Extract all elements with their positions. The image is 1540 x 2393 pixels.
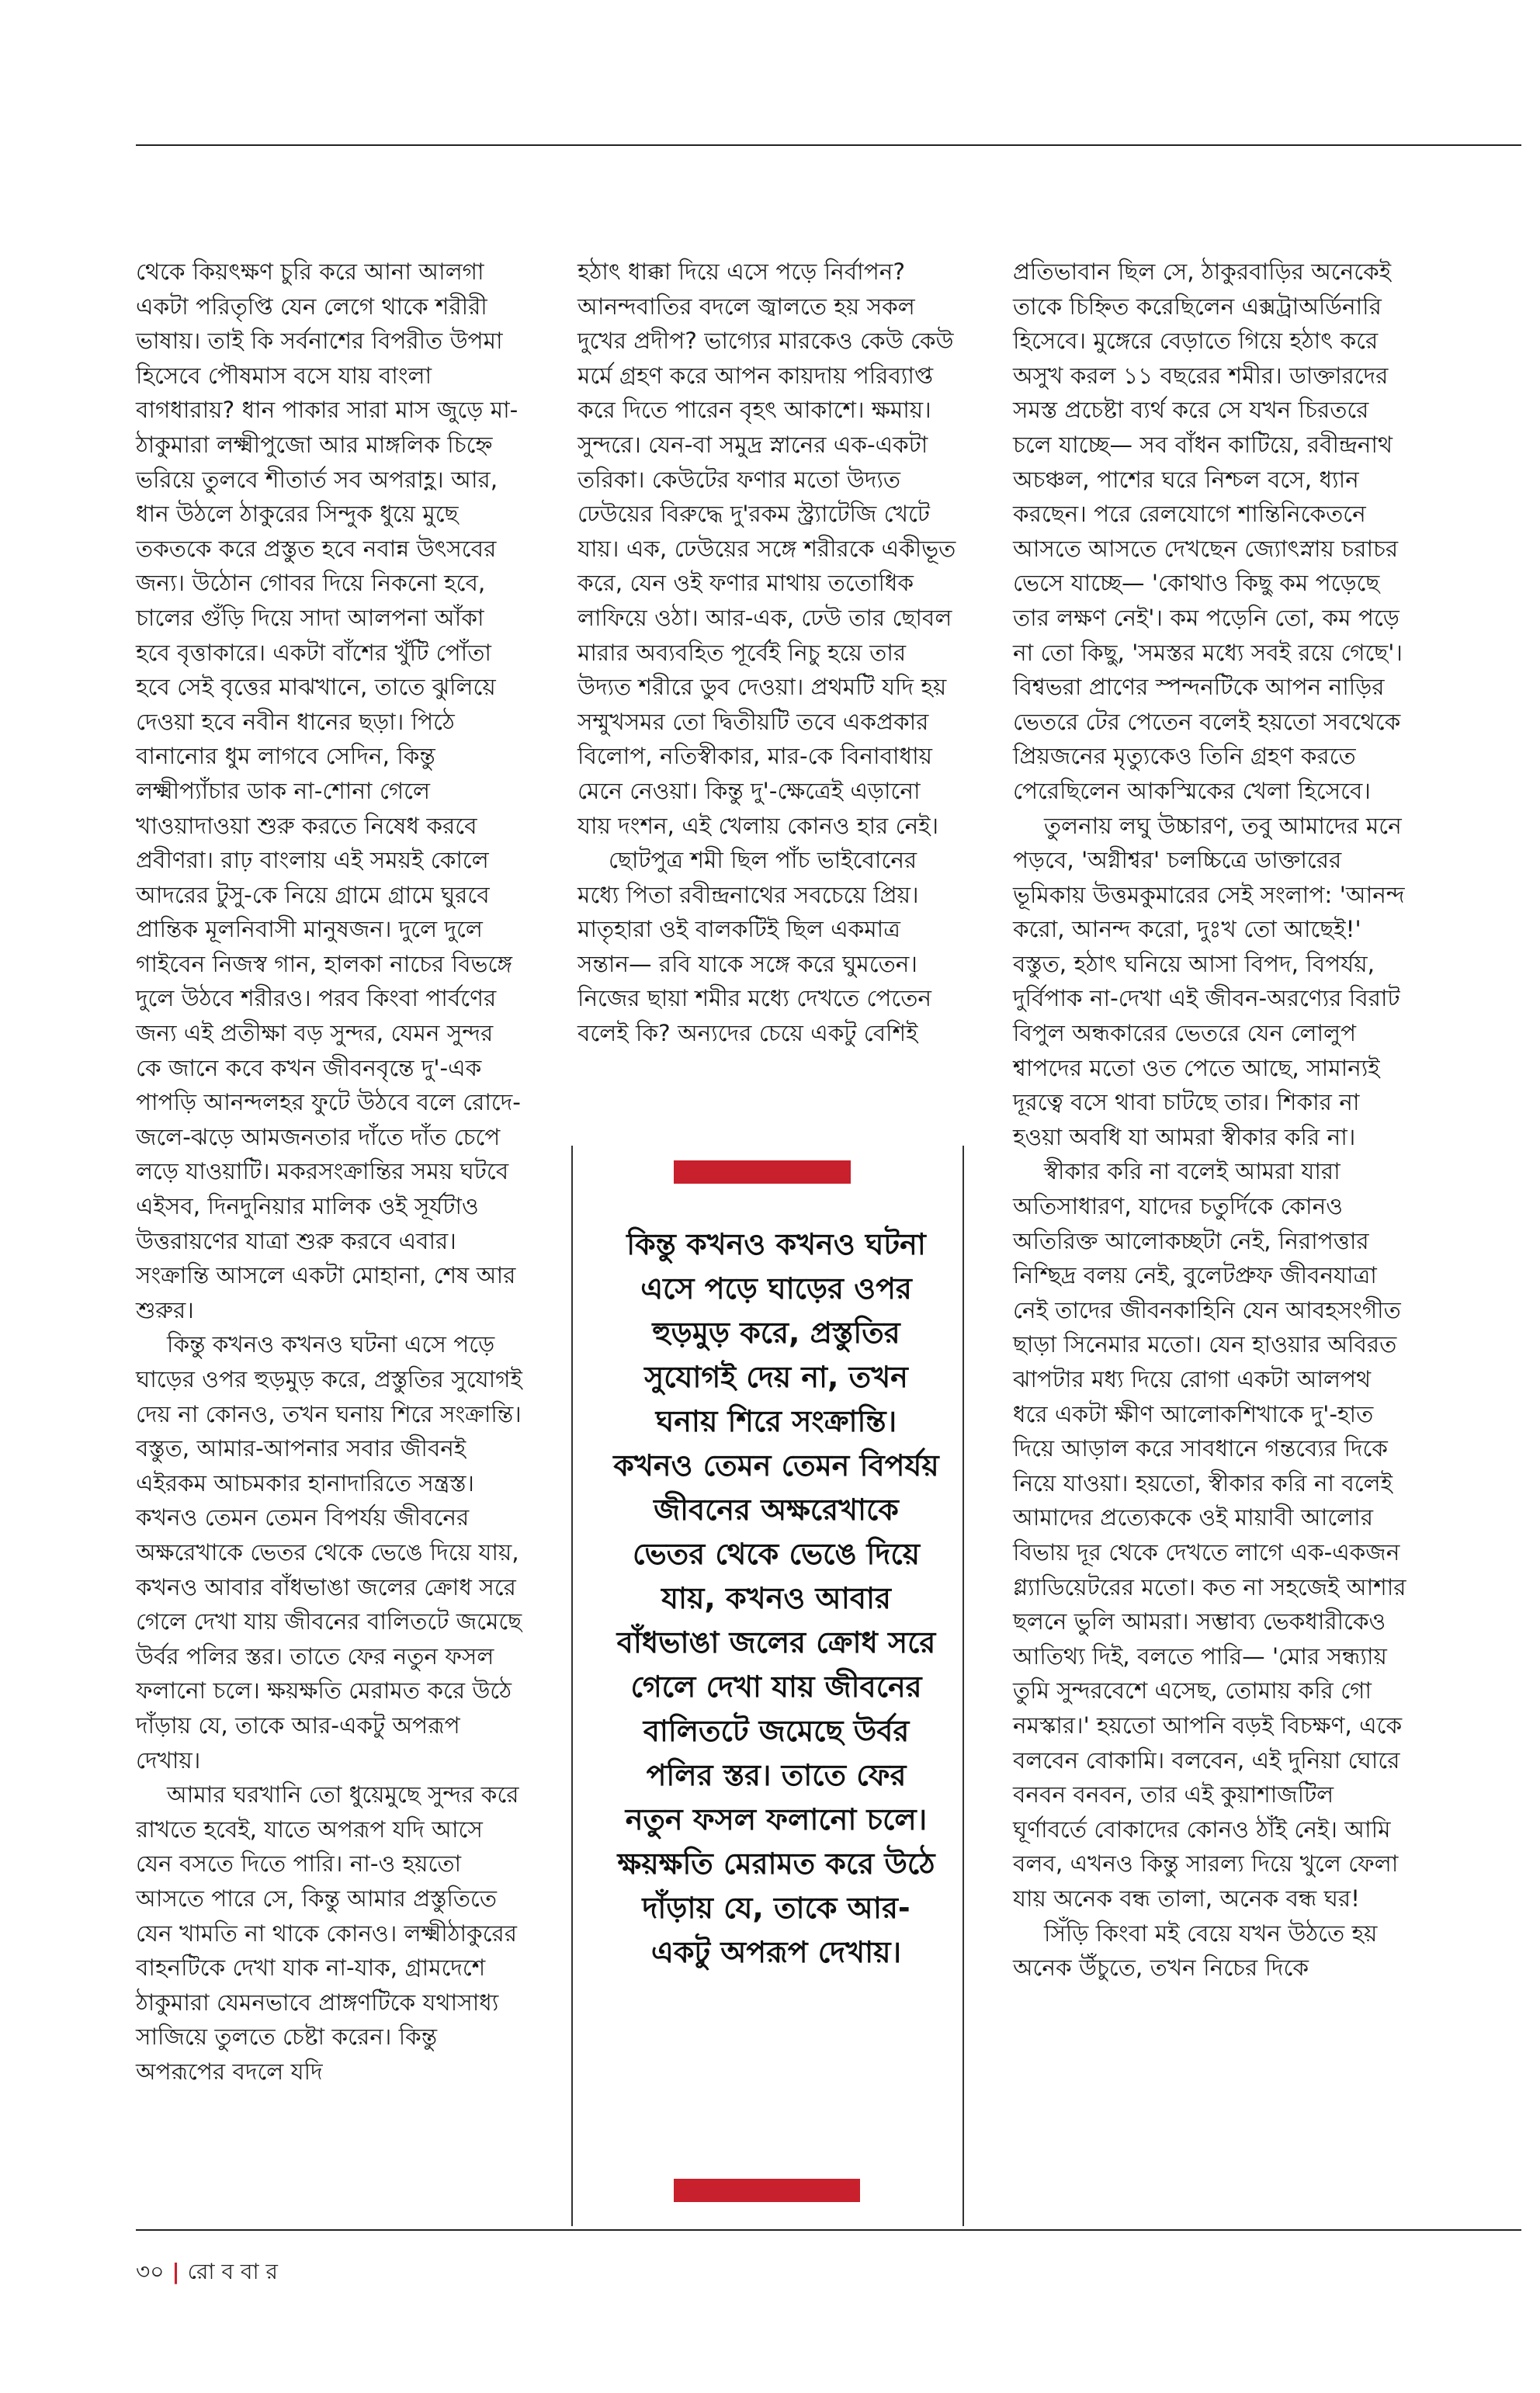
pullquote-top-bar — [674, 1160, 851, 1184]
column-2 — [578, 255, 958, 1051]
column-1 — [136, 255, 524, 2089]
column-3-paragraph-3: স্বীকার করি না বলেই আমরা যারা অতিসাধারণ, যাদের চতুর্দিকে কোনও অতিরিক্ত আলোকচ্ছটা নেই, নিরাপত্তার নিশ্ছিদ্র বলয় নেই, বুলেটপ্রুফ জীবনযাত্রা নেই তাদের জীবনকাহিনি যেন আবহসংগীত ছাড়া সিনেমার মতো। যেন হাওয়ার অবিরত ঝাপটার মধ্য দিয়ে রোগা একটা আলপথ ধরে একটা ক্ষীণ আলোকশিখাকে দু'-হাত দিয়ে আড়াল করে সাবধানে গন্তব্যের দিকে নিয়ে যাওয়া। হয়তো, স্বীকার করি না বলেই আমাদের প্রত্যেককে ওই মায়াবী আলোর বিভায় দূর থেকে দেখতে লাগে এক-একজন গ্ল্যাডিয়েটরের মতো। কত না সহজেই আশার ছলনে ভুলি আমরা। সম্ভাব্য ভেকধারীকেও আতিথ্য দিই, বলতে পারি— 'মোর সন্ধ্যায় তুমি সুন্দরবেশে এসেছ, তোমায় করি গো নমস্কার।' হয়তো আপনি বড়ই বিচক্ষণ, একে বলবেন বোকামি। বলবেন, এই দুনিয়া ঘোরে বনবন বনবন, তার এই কুয়াশাজটিল ঘূর্ণাবর্তে বোকাদের কোনও ঠাঁই নেই। আমি বলব, এখনও কিন্তু সারল্য দিয়ে খুলে ফেলা যায় অনেক বন্ধ তালা, অনেক বন্ধ ঘর! — [1013, 1158, 1406, 1912]
page-number: ৩০ — [136, 2259, 165, 2284]
column-2-paragraph-1: হঠাৎ ধাক্কা দিয়ে এসে পড়ে নির্বাপন? আনন্দবাতির বদলে জ্বালতে হয় সকল দুখের প্রদীপ? ভাগ্যের মারকেও কেউ কেউ মর্মে গ্রহণ করে আপন কায়দায় পরিব্যাপ্ত করে দিতে পারেন বৃহৎ আকাশে। ক্ষমায়। সুন্দরে। যেন-বা সমুদ্র স্নানের এক-একটা তরিকা। কেউটের ফণার মতো উদ্যত ঢেউয়ের বিরুদ্ধে দু'রকম স্ট্র্যাটেজি খেটে যায়। এক, ঢেউয়ের সঙ্গে শরীরকে একীভূত করে, যেন ওই ফণার মাথায় ততোধিক লাফিয়ে ওঠা। আর-এক, ঢেউ তার ছোবল মারার অব্যবহিত পূর্বেই নিচু হয়ে তার উদ্যত শরীরে ডুব দেওয়া। প্রথমটি যদি হয় সম্মুখসমর তো দ্বিতীয়টি তবে একপ্রকার বিলোপ, নতিস্বীকার, মার-কে বিনাবাধায় মেনে নেওয়া। কিন্তু দু'-ক্ষেত্রেই এড়ানো যায় দংশন, এই খেলায় কোনও হার নেই। — [578, 258, 956, 839]
bottom-rule — [136, 2229, 1521, 2231]
page-footer — [136, 2255, 278, 2291]
column-3-paragraph-2: তুলনায় লঘু উচ্চারণ, তবু আমাদের মনে পড়বে, 'অগ্নীশ্বর' চলচ্চিত্রে ডাক্তারের ভূমিকায় উত্তমকুমারের সেই সংলাপ: 'আনন্দ করো, আনন্দ করো, দুঃখ তো আছেই!' বস্তুত, হঠাৎ ঘনিয়ে আসা বিপদ, বিপর্যয়, দুর্বিপাক না-দেখা এই জীবন-অরণ্যের বিরাট বিপুল অন্ধকারের ভেতরে যেন লোলুপ শ্বাপদের মতো ওত পেতে আছে, সামান্যই দূরত্বে বসে থাবা চাটছে তার। শিকার না হওয়া অবধি যা আমরা স্বীকার করি না। — [1013, 812, 1405, 1150]
column-1-paragraph-3: আমার ঘরখানি তো ধুয়েমুছে সুন্দর করে রাখতে হবেই, যাতে অপরূপ যদি আসে যেন বসতে দিতে পারি। না-ও হয়তো আসতে পারে সে, কিন্তু আমার প্রস্তুতিতে যেন খামতি না থাকে কোনও। লক্ষ্মীঠাকুরের বাহনটিকে দেখা যাক না-যাক, গ্রামদেশে ঠাকুমারা যেমনভাবে প্রাঙ্গণটিকে যথাসাধ্য সাজিয়ে তুলতে চেষ্টা করেন। কিন্তু অপরূপের বদলে যদি — [136, 1781, 519, 2085]
top-rule — [136, 144, 1521, 146]
column-2-paragraph-2: ছোটপুত্র শমী ছিল পাঁচ ভাইবোনের মধ্যে পিতা রবীন্দ্রনাথের সবচেয়ে প্রিয়। মাতৃহারা ওই বালকটিই ছিল একমাত্র সন্তান— রবি যাকে সঙ্গে করে ঘুমতেন। নিজের ছায়া শমীর মধ্যে দেখতে পেতেন বলেই কি? অন্যদের চেয়ে একটু বেশিই — [578, 847, 932, 1047]
footer-separator: | — [172, 2259, 180, 2284]
magazine-name: রো ব বা র — [187, 2259, 278, 2284]
column-1-paragraph-1: থেকে কিয়ৎক্ষণ চুরি করে আনা আলগা একটা পরিতৃপ্তি যেন লেগে থাকে শরীরী ভাষায়। তাই কি সর্বনাশের বিপরীত উপমা হিসেবে পৌষমাস বসে যায় বাংলা বাগধারায়? ধান পাকার সারা মাস জুড়ে মা-ঠাকুমারা লক্ষ্মীপুজো আর মাঙ্গলিক চিহ্নে ভরিয়ে তুলবে শীতার্ত সব অপরাহ্ণ। আর, ধান উঠলে ঠাকুরের সিন্দুক ধুয়ে মুছে তকতকে করে প্রস্তুত হবে নবান্ন উৎসবের জন্য। উঠোন গোবর দিয়ে নিকনো হবে, চালের গুঁড়ি দিয়ে সাদা আলপনা আঁকা হবে বৃত্তাকারে। একটা বাঁশের খুঁটি পোঁতা হবে সেই বৃত্তের মাঝখানে, তাতে ঝুলিয়ে দেওয়া হবে নবীন ধানের ছড়া। পিঠে বানানোর ধুম লাগবে সেদিন, কিন্তু লক্ষ্মীপ্যাঁচার ডাক না-শোনা গেলে খাওয়াদাওয়া শুরু করতে নিষেধ করবে প্রবীণরা। রাঢ় বাংলায় এই সময়ই কোলে আদরের টুসু-কে নিয়ে গ্রামে গ্রামে ঘুরবে প্রান্তিক মূলনিবাসী মানুষজন। দুলে দুলে গাইবেন নিজস্ব গান, হালকা নাচের বিভঙ্গে দুলে উঠবে শরীরও। পরব কিংবা পার্বণের জন্য এই প্রতীক্ষা বড় সুন্দর, যেমন সুন্দর কে জানে কবে কখন জীবনবৃন্তে দু'-এক পাপড়ি আনন্দলহর ফুটে উঠবে বলে রোদে-জলে-ঝড়ে আমজনতার দাঁতে দাঁত চেপে লড়ে যাওয়াটি। মকরসংক্রান্তির সময় ঘটবে এইসব, দিনদুনিয়ার মালিক ওই সূর্যটাও উত্তরায়ণের যাত্রা শুরু করবে এবার। সংক্রান্তি আসলে একটা মোহানা, শেষ আর শুরুর। — [136, 258, 521, 1323]
pullquote-bottom-bar — [674, 2179, 860, 2202]
column-divider-2 — [962, 1146, 964, 2226]
column-3-paragraph-4: সিঁড়ি কিংবা মই বেয়ে যখন উঠতে হয় অনেক উঁচুতে, তখন নিচের দিকে — [1013, 1920, 1378, 1982]
pullquote: কিন্তু কখনও কখনও ঘটনা এসে পড়ে ঘাড়ের ওপর হুড়মুড় করে, প্রস্তুতির সুযোগই দেয় না, তখন ঘনায় শিরে সংক্রান্তি। কখনও তেমন তেমন বিপর্যয় জীবনের অক্ষরেখাকে ভেতর থেকে ভেঙে দিয়ে যায়, কখনও আবার বাঁধভাঙা জলের ক্রোধ সরে গেলে দেখা যায় জীবনের বালিতটে জমেছে উর্বর পলির স্তর। তাতে ফের নতুন ফসল ফলানো চলে। ক্ষয়ক্ষতি মেরামত করে উঠে দাঁড়ায় যে, তাকে আর-একটু অপরূপ দেখায়। — [613, 1227, 939, 1969]
column-divider-1 — [571, 1146, 573, 2226]
column-3-paragraph-1: প্রতিভাবান ছিল সে, ঠাকুরবাড়ির অনেকেই তাকে চিহ্নিত করেছিলেন এক্সট্রাঅর্ডিনারি হিসেবে। মুঙ্গেরে বেড়াতে গিয়ে হঠাৎ করে অসুখ করল ১১ বছরের শমীর। ডাক্তারদের সমস্ত প্রচেষ্টা ব্যর্থ করে সে যখন চিরতরে চলে যাচ্ছে— সব বাঁধন কাটিয়ে, রবীন্দ্রনাথ অচঞ্চল, পাশের ঘরে নিশ্চল বসে, ধ্যান করছেন। পরে রেলযোগে শান্তিনিকেতনে আসতে আসতে দেখছেন জ্যোৎস্নায় চরাচর ভেসে যাচ্ছে— 'কোথাও কিছু কম পড়েছে তার লক্ষণ নেই'। কম পড়েনি তো, কম পড়ে না তো কিছু, 'সমস্তর মধ্যে সবই রয়ে গেছে'। বিশ্বভরা প্রাণের স্পন্দনটিকে আপন নাড়ির ভেতরে টের পেতেন বলেই হয়তো সবথেকে প্রিয়জনের মৃত্যুকেও তিনি গ্রহণ করতে পেরেছিলেন আকস্মিকের খেলা হিসেবে। — [1013, 258, 1403, 804]
column-1-paragraph-2: কিন্তু কখনও কখনও ঘটনা এসে পড়ে ঘাড়ের ওপর হুড়মুড় করে, প্রস্তুতির সুযোগই দেয় না কোনও, তখন ঘনায় শিরে সংক্রান্তি। বস্তুত, আমার-আপনার সবার জীবনই এইরকম আচমকার হানাদারিতে সন্ত্রস্ত। কখনও তেমন তেমন বিপর্যয় জীবনের অক্ষরেখাকে ভেতর থেকে ভেঙে দিয়ে যায়, কখনও আবার বাঁধভাঙা জলের ক্রোধ সরে গেলে দেখা যায় জীবনের বালিতটে জমেছে উর্বর পলির স্তর। তাতে ফের নতুন ফসল ফলানো চলে। ক্ষয়ক্ষতি মেরামত করে উঠে দাঁড়ায় যে, তাকে আর-একটু অপরূপ দেখায়। — [136, 1331, 522, 1774]
column-3 — [1013, 255, 1409, 1985]
